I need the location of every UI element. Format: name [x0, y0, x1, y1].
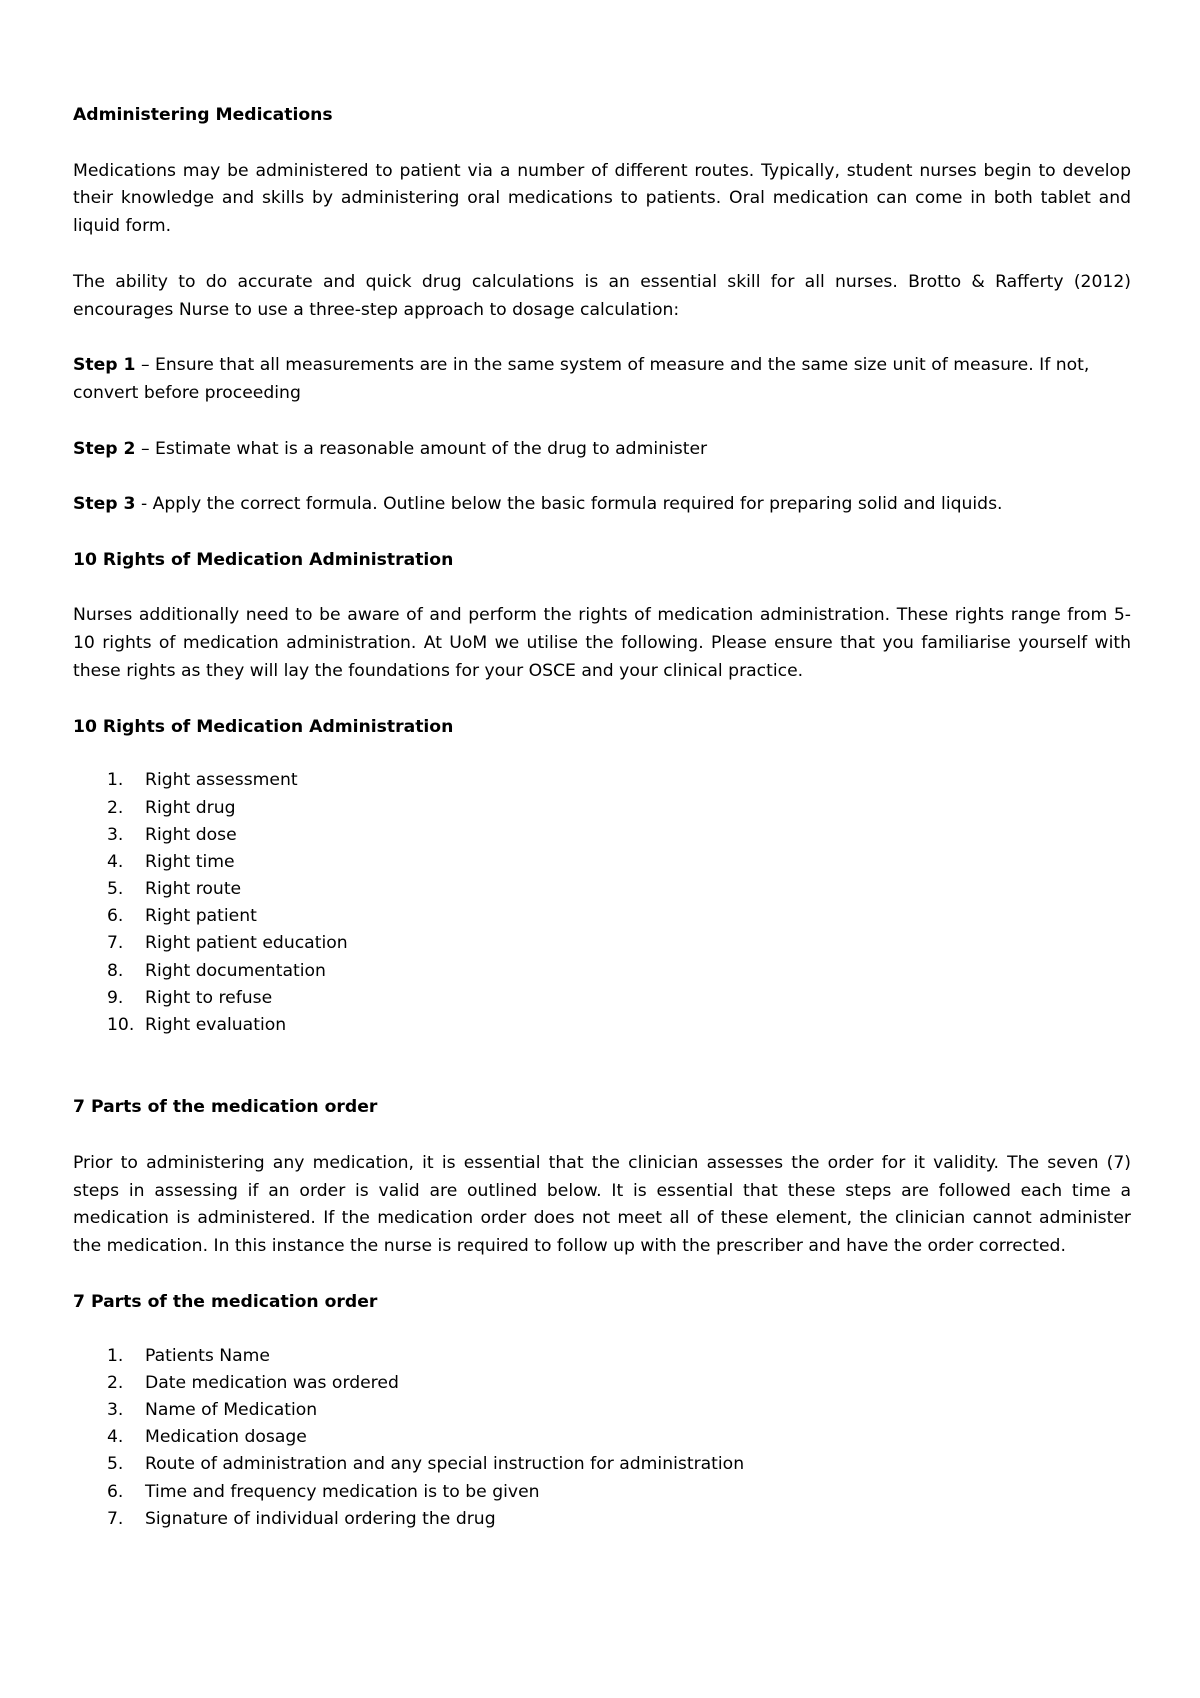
order-list-heading: 7 Parts of the medication order [73, 1291, 378, 1312]
list-item: 2. Right drug [107, 797, 236, 818]
step-3-paragraph [73, 491, 1131, 519]
order-paragraph: Prior to administering any medication, it is essential that the clinician assesses the order for it validity. The seven (7) steps in assessing if an order is valid are outlined below. It is essential that these steps are followed each time a medication is administered. If the medication order does not meet all of these element, the clinician cannot administer the medication. In this instance the nurse is required to follow up with the prescriber and have the order corrected. [73, 1152, 1131, 1257]
list-item: 8. Right documentation [107, 960, 326, 981]
step-2-paragraph [73, 436, 1131, 464]
step-2-text: – Estimate what is a reasonable amount of the drug to administer [135, 438, 708, 459]
calculation-paragraph: The ability to do accurate and quick drug calculations is an essential skill for all nurses. Brotto & Rafferty (2012) encourages Nurse to use a three-step approach to dosage calculation: [73, 271, 1131, 320]
list-item: 4. Right time [107, 851, 235, 872]
list-item: 9. Right to refuse [107, 987, 273, 1008]
step-3-label: Step 3 [73, 494, 136, 515]
list-item: 2. Date medication was ordered [107, 1372, 399, 1393]
list-item: 10. Right evaluation [107, 1015, 287, 1036]
intro-paragraph: Medications may be administered to patient via a number of different routes. Typically, student nurses begin to develop their knowledge and skills by administering oral medications to patients. Oral medication can come in both tablet and liquid form. [73, 160, 1131, 237]
list-item: 6. Right patient [107, 906, 257, 927]
order-list [73, 1343, 1131, 1533]
list-item: 6. Time and frequency medication is to be given [107, 1481, 540, 1502]
list-item: 3. Name of Medication [107, 1399, 318, 1420]
list-item: 1. Patients Name [107, 1345, 270, 1366]
list-item: 7. Right patient education [107, 933, 348, 954]
list-item: 5. Route of administration and any special instruction for administration [107, 1454, 745, 1475]
list-item: 5. Right route [107, 879, 242, 900]
step-3-text: - Apply the correct formula. Outline below the basic formula required for preparing solid and liquids. [135, 494, 1003, 515]
step-1-paragraph [73, 352, 1131, 408]
list-item: 7. Signature of individual ordering the drug [107, 1508, 496, 1529]
rights-list-heading: 10 Rights of Medication Administration [73, 716, 454, 737]
list-item: 1. Right assessment [107, 770, 298, 791]
step-1-label: Step 1 [73, 355, 136, 376]
rights-paragraph: Nurses additionally need to be aware of and perform the rights of medication administration. These rights range from 5-10 rights of medication administration. At UoM we utilise the following. Please ensure that you familiarise yourself with these rights as they will lay the foundations for your OSCE and your clinical practice. [73, 605, 1131, 681]
document-content [73, 102, 1131, 1533]
step-2-label: Step 2 [73, 438, 136, 459]
rights-list [73, 767, 1131, 1039]
rights-heading: 10 Rights of Medication Administration [73, 549, 454, 570]
document-title: Administering Medications [73, 105, 333, 125]
list-item: 4. Medication dosage [107, 1427, 307, 1448]
step-1-text: – Ensure that all measurements are in the same system of measure and the same size unit of measure. If not, convert before proceeding [73, 355, 1090, 403]
order-heading: 7 Parts of the medication order [73, 1097, 378, 1118]
list-item: 3. Right dose [107, 824, 237, 845]
